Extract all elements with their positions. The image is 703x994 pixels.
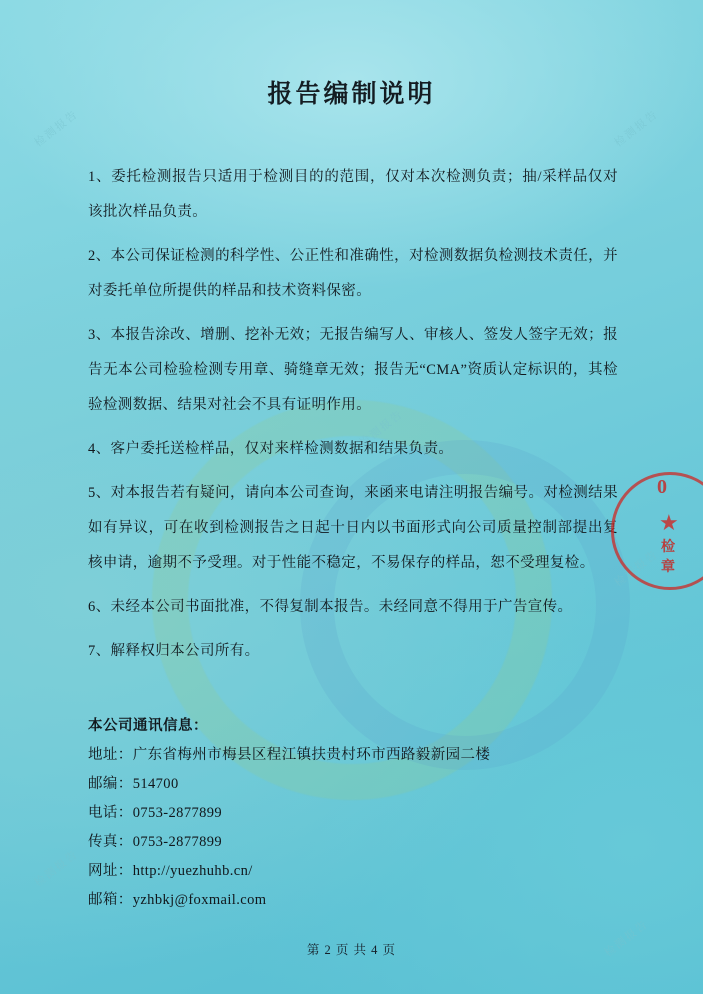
contact-heading: 本公司通讯信息： [88,718,208,734]
page-footer: 第 2 页 共 4 页 [306,943,397,957]
watermark-text: 检测报告 [602,918,651,960]
seal-char-1: 检 [661,540,675,555]
star-icon: ★ [659,510,679,535]
watermark-text: 检测报告 [612,108,661,150]
note-paragraph: 2、本公司保证检测的科学性、公正性和准确性，对检测数据负检测技术责任，并对委托单位所提供的样品和技术资料保密。 [88,248,618,299]
contact-address: 地址：广东省梅州市梅县区程江镇扶贵村环市西路毅新园二楼 [88,747,491,763]
note-paragraph: 1、委托检测报告只适用于检测目的的范围，仅对本次检测负责；抽/采样品仅对该批次样品负责。 [88,169,618,220]
contact-website: 网址：http://yuezhuhb.cn/ [88,863,253,879]
note-paragraph: 7、解释权归本公司所有。 [88,643,260,659]
watermark-text: 检测报告 [357,408,406,450]
watermark-text: 检测报告 [32,848,81,890]
page-title: 报告编制说明 [267,81,436,108]
seal-char-2: 章 [661,560,675,575]
note-paragraph: 6、未经本公司书面批准，不得复制本报告。未经同意不得用于广告宣传。 [88,599,573,615]
note-paragraph: 3、本报告涂改、增删、挖补无效；无报告编写人、审核人、签发人签字无效；报告无本公司检验检测专用章、骑缝章无效；报告无“CMA”资质认定标识的，其检验检测数据、结果对社会不具有证明作用。 [88,327,618,413]
seal-mark: 0 [657,476,667,498]
red-seal-stamp [655,466,703,596]
contact-phone: 电话：0753-2877899 [88,805,223,821]
contact-postcode: 邮编：514700 [88,776,179,792]
note-paragraph: 5、对本报告若有疑问，请向本公司查询，来函来电请注明报告编号。对检测结果如有异议，可在收到检测报告之日起十日内以书面形式向公司质量控制部提出复核申请，逾期不予受理。对于性能不稳定，不易保存的样品，恕不受理复检。 [88,485,618,571]
note-paragraph: 4、客户委托送检样品，仅对来样检测数据和结果负责。 [88,441,454,457]
watermark-text: 检测报告 [612,548,661,590]
contact-email: 邮箱：yzhbkj@foxmail.com [88,892,267,908]
watermark-text: 检测报告 [32,108,81,150]
contact-fax: 传真：0753-2877899 [88,834,223,850]
notes-body [88,160,618,678]
contact-information [88,712,628,915]
